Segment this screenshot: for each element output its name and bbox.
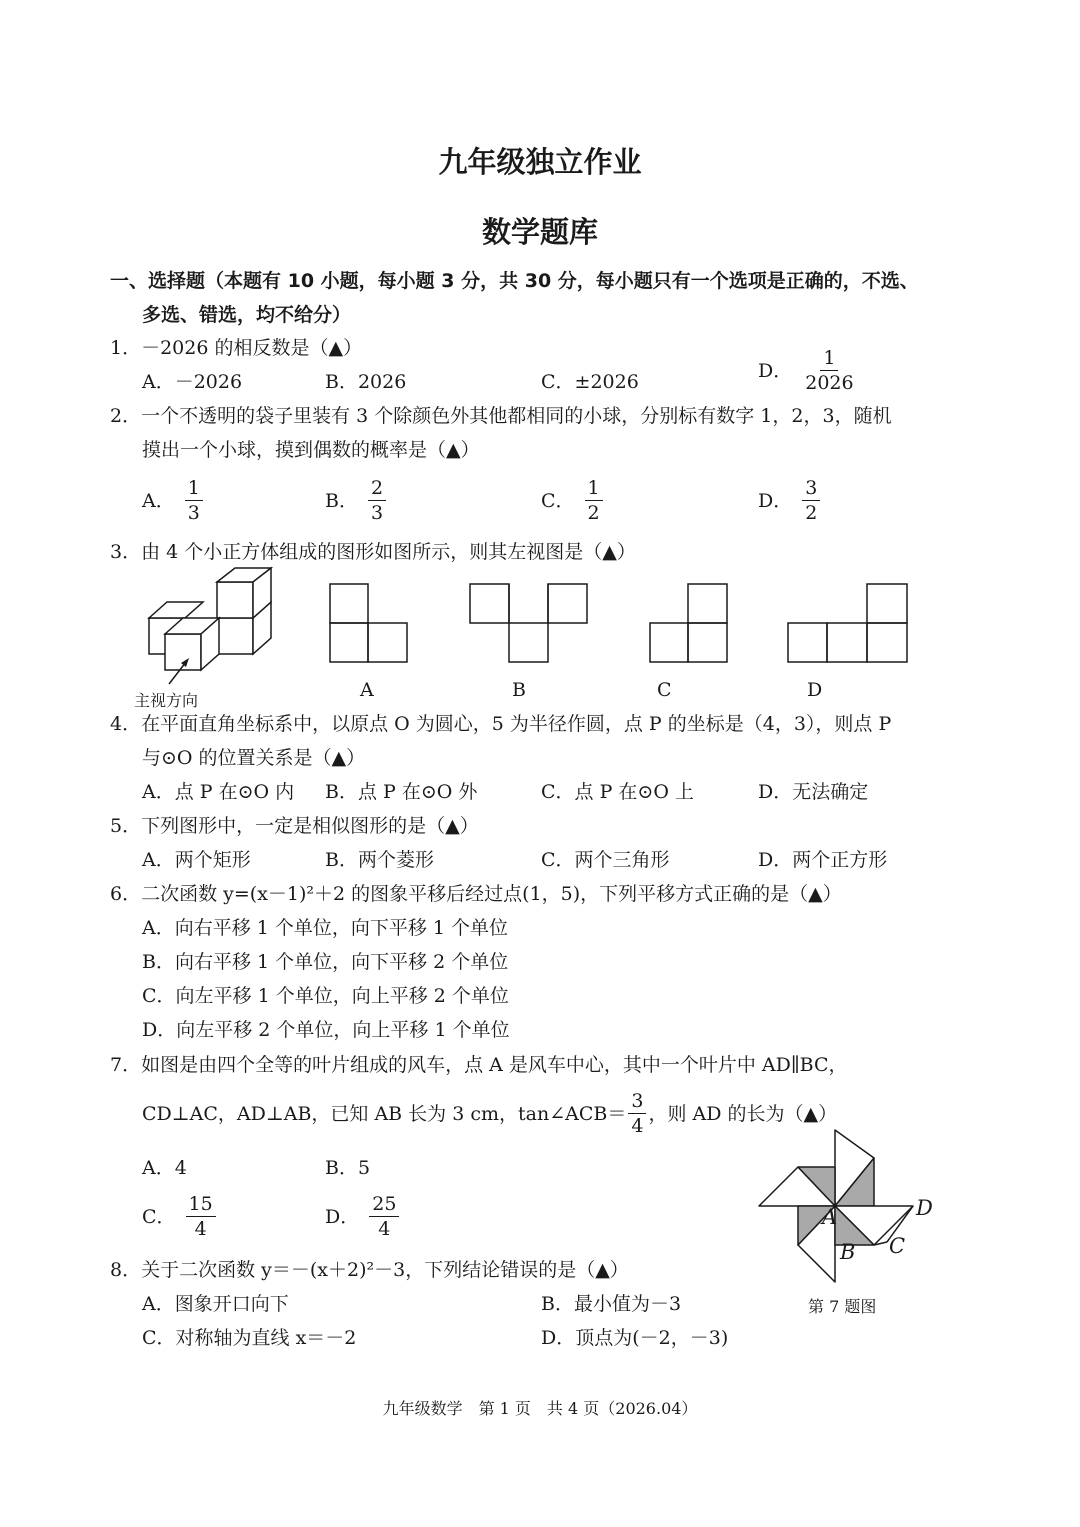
fraction-denominator: 3 (370, 502, 384, 524)
q3-stem: 3．由 4 个小正方体组成的图形如图所示，则其左视图是（▲） (110, 541, 636, 563)
fraction-numerator: 2 (368, 476, 386, 501)
q1-option-b: B．2026 (325, 371, 407, 393)
q8-option-c: C．对称轴为直线 x＝－2 (142, 1327, 357, 1349)
q7-option-d-fraction (369, 1192, 399, 1241)
q6-option-d: D．向左平移 2 个单位，向上平移 1 个单位 (142, 1019, 510, 1041)
q3-option-b-label: B (512, 679, 526, 701)
q6-stem: 6．二次函数 y=(x－1)²＋2 的图象平移后经过点(1，5)，下列平移方式正确的是（▲） (110, 883, 842, 905)
q2-stem-line2: 摸出一个小球，摸到偶数的概率是（▲） (142, 439, 480, 461)
fraction-numerator: 1 (820, 346, 838, 371)
q7-label-a: A (822, 1205, 838, 1229)
q8-option-a: A．图象开口向下 (142, 1293, 289, 1315)
q1-stem: 1．－2026 的相反数是（▲） (110, 337, 363, 359)
fraction-numerator: 1 (185, 476, 203, 501)
q7-option-a: A．4 (142, 1157, 187, 1179)
q5-option-b: B．两个菱形 (325, 849, 434, 871)
q7-option-c (142, 1192, 216, 1241)
fraction-numerator: 3 (628, 1089, 646, 1114)
q7-label-b: B (840, 1240, 856, 1264)
fraction-numerator: 15 (186, 1192, 216, 1217)
fraction-denominator: 4 (194, 1218, 207, 1240)
q7-label-d: D (916, 1196, 933, 1220)
q4-option-d: D．无法确定 (758, 781, 869, 803)
fraction-denominator: 2 (587, 502, 600, 524)
q2-option-a-label: A． (142, 489, 175, 512)
q2-option-c-fraction (585, 476, 603, 525)
fraction-numerator: 1 (585, 476, 603, 501)
fraction-denominator: 2026 (805, 372, 854, 394)
q1-option-d-fraction (802, 346, 856, 395)
q2-option-c-label: C． (541, 489, 575, 512)
q2-option-a (142, 476, 203, 525)
q2-option-c (541, 476, 603, 525)
q7-stem-line2-end: ，则 AD 的长为（▲） (648, 1102, 838, 1125)
q1-option-d-label: D． (758, 359, 793, 382)
q5-option-c: C．两个三角形 (541, 849, 670, 871)
q7-option-c-fraction (186, 1192, 216, 1241)
q1-option-a: A．－2026 (142, 371, 243, 393)
q7-figure-caption: 第 7 题图 (808, 1297, 877, 1316)
q7-stem-line2 (142, 1089, 837, 1138)
q7-tan-fraction (628, 1089, 646, 1138)
q5-option-a: A．两个矩形 (142, 849, 251, 871)
q7-option-d-label: D． (325, 1205, 360, 1228)
q7-option-c-label: C． (142, 1205, 176, 1228)
q2-option-d-label: D． (758, 489, 793, 512)
q1-option-d (758, 346, 857, 395)
fraction-denominator: 3 (187, 502, 200, 524)
q3-cubes-figure (134, 566, 294, 686)
q2-option-d-fraction (802, 476, 820, 525)
q4-stem-line2: 与⊙O 的位置关系是（▲） (142, 747, 366, 769)
page-title: 九年级独立作业 (438, 145, 642, 179)
q3-option-d-label: D (807, 679, 823, 701)
q7-label-c: C (889, 1234, 906, 1258)
q8-stem: 8．关于二次函数 y＝－(x＋2)²－3，下列结论错误的是（▲） (110, 1259, 629, 1281)
q6-option-a: A．向右平移 1 个单位，向下平移 1 个单位 (142, 917, 509, 939)
section-heading-line1: 一、选择题（本题有 10 小题，每小题 3 分，共 30 分，每小题只有一个选项是正确的，不选、 (110, 270, 919, 292)
q3-option-a-label: A (360, 679, 374, 701)
q4-option-b: B．点 P 在⊙O 外 (325, 781, 478, 803)
q7-windmill-figure (752, 1124, 942, 1292)
q7-stem-line1: 7．如图是由四个全等的叶片组成的风车，点 A 是风车中心，其中一个叶片中 AD∥BC， (110, 1054, 848, 1076)
fraction-numerator: 3 (802, 476, 820, 501)
q7-stem-line2-start: CD⊥AC，AD⊥AB，已知 AB 长为 3 cm，tan∠ACB＝ (142, 1102, 627, 1125)
q5-stem: 5．下列图形中，一定是相似图形的是（▲） (110, 815, 479, 837)
q2-option-d (758, 476, 820, 525)
q5-option-d: D．两个正方形 (758, 849, 888, 871)
q6-option-b: B．向右平移 1 个单位，向下平移 2 个单位 (142, 951, 509, 973)
q3-figure-caption: 主视方向 (134, 691, 199, 710)
q1-option-c: C．±2026 (541, 371, 639, 393)
q8-option-d: D．顶点为(－2，－3) (541, 1327, 729, 1349)
q2-option-b-label: B． (325, 489, 358, 512)
q3-option-a-shape (329, 583, 409, 665)
q6-option-c: C．向左平移 1 个单位，向上平移 2 个单位 (142, 985, 509, 1007)
q3-option-d-shape (787, 583, 909, 665)
q3-option-b-shape (469, 583, 589, 665)
fraction-denominator: 2 (805, 502, 818, 524)
section-heading-line2: 多选、错选，均不给分） (142, 304, 352, 326)
fraction-denominator: 4 (631, 1115, 644, 1137)
page-subtitle: 数学题库 (481, 215, 598, 249)
q4-option-c: C．点 P 在⊙O 上 (541, 781, 694, 803)
q2-option-b-fraction (368, 476, 386, 525)
q4-option-a: A．点 P 在⊙O 内 (142, 781, 295, 803)
page-footer: 九年级数学 第 1 页 共 4 页（2026.04） (382, 1399, 698, 1418)
q2-option-a-fraction (185, 476, 203, 525)
q3-option-c-label: C (657, 679, 672, 701)
q2-option-b (325, 476, 386, 525)
q7-option-d (325, 1192, 399, 1241)
q4-stem-line1: 4．在平面直角坐标系中，以原点 O 为圆心，5 为半径作圆，点 P 的坐标是（4，3），则点 P (110, 713, 892, 735)
fraction-denominator: 4 (378, 1218, 391, 1240)
fraction-numerator: 25 (369, 1192, 399, 1217)
q8-option-b: B．最小值为－3 (541, 1293, 682, 1315)
q2-stem-line1: 2．一个不透明的袋子里装有 3 个除颜色外其他都相同的小球，分别标有数字 1，2，3，随机 (110, 405, 892, 427)
q3-option-c-shape (649, 583, 729, 665)
q7-option-b: B．5 (325, 1157, 371, 1179)
